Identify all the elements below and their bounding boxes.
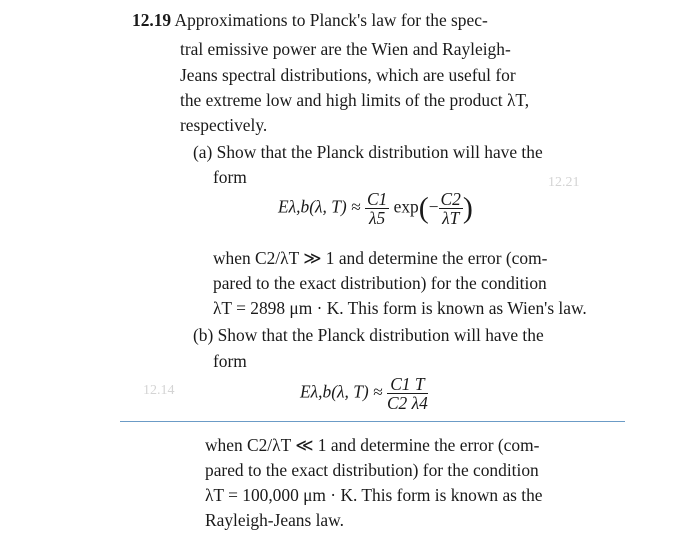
part-a-line: form — [213, 167, 247, 187]
part-a-line: λT = 2898 μm · K. This form is known as Wien's law. — [213, 298, 587, 318]
problem-intro-line: 12.19 Approximations to Planck's law for the spec- — [132, 10, 488, 30]
rayleigh-jeans-equation — [300, 375, 428, 412]
part-b-line: pared to the exact distribution) for the condition — [205, 460, 539, 480]
bleed-through-number: 12.21 — [548, 175, 580, 190]
fraction — [365, 190, 389, 227]
part-a-line: pared to the exact distribution) for the condition — [213, 273, 547, 293]
problem-intro-line: Jeans spectral distributions, which are useful for — [180, 65, 516, 85]
divider-line — [120, 421, 625, 422]
problem-intro-line: the extreme low and high limits of the product λT, — [180, 90, 530, 110]
fraction-numerator: C1 — [366, 189, 388, 209]
problem-intro-line: tral emissive power are the Wien and Rayleigh- — [180, 39, 511, 59]
part-a-line: (a) Show that the Planck distribution will have the — [193, 142, 543, 162]
part-b-line: λT = 100,000 μm · K. This form is known as the — [205, 485, 543, 505]
wien-equation: Eλ,b(λ, T) ≈ $\frac{C1}{\lambda 5}$ exp(− $\frac{C2}{\lambda T}$ ) — [278, 189, 473, 228]
bleed-through-number: 12.14 — [143, 383, 175, 398]
problem-number: 12.19 — [132, 10, 172, 30]
problem-intro-line: respectively. — [180, 115, 268, 135]
equation-lhs: Eλ,b(λ, T) ≈ — [278, 196, 361, 217]
part-a-line: when C2/λT ≫ 1 and determine the error (com- — [213, 248, 548, 268]
fraction-denominator: λ5 — [368, 208, 386, 228]
part-b-line: form — [213, 351, 247, 371]
part-b-line: Rayleigh-Jeans law. — [205, 510, 344, 530]
fraction-denominator: C2 λ4 — [386, 393, 428, 413]
part-b-line: (b) Show that the Planck distribution will have the — [193, 325, 544, 345]
fraction-numerator: C1 T — [387, 375, 428, 394]
part-b-line: when C2/λT ≪ 1 and determine the error (com- — [205, 435, 540, 455]
fraction — [387, 375, 428, 412]
inner-denominator: λT — [442, 208, 460, 228]
inner-fraction — [439, 190, 463, 227]
equation-lhs: Eλ,b(λ, T) ≈ — [300, 381, 383, 402]
inner-numerator: C2 — [440, 189, 461, 209]
exp-function: exp — [393, 196, 419, 217]
